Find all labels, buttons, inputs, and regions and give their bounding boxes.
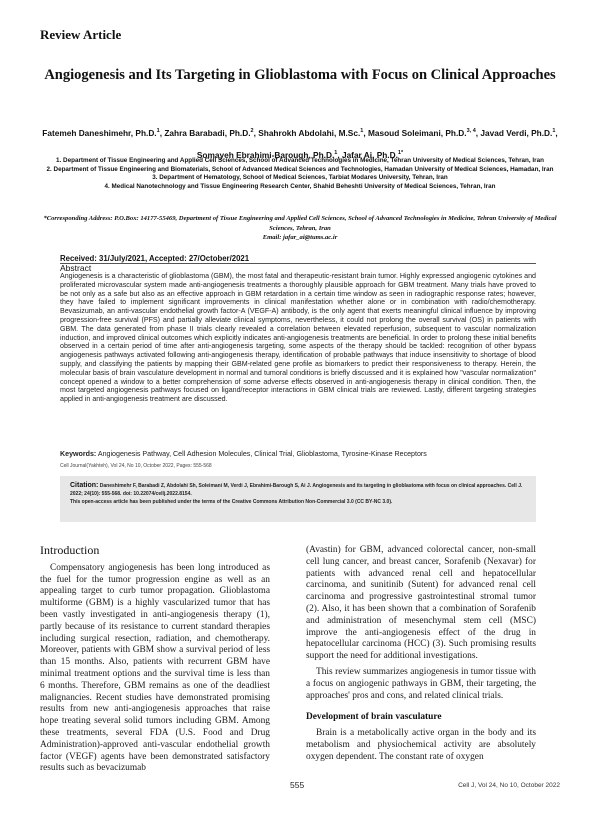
abstract-divider <box>60 263 536 264</box>
citation-label: Citation: <box>70 482 99 489</box>
keywords <box>60 450 536 459</box>
affiliation-2: 2. Department of Tissue Engineering and Biomaterials, School of Advanced Medical Sciences and Technologies, Hamadan University of Medical Sciences, Hamadan, Iran <box>46 165 554 173</box>
article-type-label: Review Article <box>40 27 122 42</box>
author-affiliation-mark: 2 <box>250 128 254 134</box>
author-affiliation-mark: 1 <box>360 128 364 134</box>
author-list: Fatemeh Daneshimehr, Ph.D.$^1$, Zahra Barabadi, Ph.D.$^2$, Shahrokh Abdolahi, M.Sc.$^1$, Masoud Soleimani, Ph.D.$^{3, 4}$, Javad Verdi, Ph.D.$^1$, Somayeh Ebrahimi-Barough, Ph.D.$^1$, Jafar Ai, Ph.D.$^{1*}$ <box>42 127 558 160</box>
keywords-text: Angiogenesis Pathway, Cell Adhesion Molecules, Clinical Trial, Glioblastoma, Tyrosine-Kinase Receptors <box>97 450 427 458</box>
correspondence <box>40 214 560 243</box>
author-name: Jafar Ai, Ph.D. <box>341 149 398 160</box>
abstract-heading: Abstract <box>60 263 92 273</box>
citation-box <box>60 476 536 522</box>
author-affiliation-mark: 1* <box>397 149 404 156</box>
intro-paragraph-1: Compensatory angiogenesis has been long introduced as the fuel for the tumor progression engine as well as an appealing target to curb tumor propagation. Glioblastoma multiforme (GBM) is a highly vascularized tumor that has been vastly investigated in anti-angiogenesis therapy (1), partly because of its resistance to current standard therapies including surgical resection, radiation, and chemotherapy. Moreover, patients with GBM show a survival period of less than 15 months. Also, patients with recurrent GBM have minimal treatment options and the survival time is less than 6 months. Therefore, GBM remains as one of the deadliest malignancies. Recent studies have demonstrated promising results from new anti-angiogenesis approaches that raise hope treating several solid tumors including GBM. Among these treatments, several FDA (U.S. Food and Drug Administration)-approved anti-vascular endothelial growth factor (VEGF) agents have been demonstrated satisfactory results such as bevacizumab <box>40 562 270 774</box>
journal-reference: Cell Journal(Yakhteh), Vol 24, No 10, October 2022, Pages: 555-568 <box>60 463 212 469</box>
intro-paragraph-continued: (Avastin) for GBM, advanced colorectal cancer, non-small cell lung cancer, and breast cancer, Sorafenib (Nexavar) for patients with advanced renal cell and hepatocellular carcinoma, and sunitinib (Sutent) for advanced renal cell carcinoma and progressive gastrointestinal stromal tumor (2). Also, it has been shown that a combination of Sorafenib and administration of mesenchymal stem cell (MSC) improve the anti-angiogenesis effect of the drug in hepatocellular carcinoma (HCC) (3). Such promising results support the need for additional investigations. <box>306 545 536 662</box>
abstract-text: Angiogenesis is a characteristic of glioblastoma (GBM), the most fatal and therapeutic-resistant brain tumor. Highly expressed angiogenic cytokines and proliferated microvascular system made anti-angiogenesis treatments a thoroughly plausible approach for GBM treatment. Many trials have proved to be not only as a safe but also as an effective approach in GBM retardation in a certain time window as seen in radiographic response rates; however, they have failed to implement significant improvements in clinical manifestation whether alone or in combination with radio/chemotherapy. Bevasizumab, an anti-vascular endothelial growth factor-A (VEGF-A) antibody, is the only agent that exerts meaningful clinical influence by improving progression-free survival (PFS) and partially alleviate clinical symptoms, nevertheless, it could not prolong the overall survival (OS) in patients with GBM. The data generated from phase II trials clearly revealed a correlation between elevated reperfusion, subsequent to vascular normalization induction, and improved clinical outcomes which explicitly indicates anti-angiogenesis treatments are beneficial. In order to prolong these initial benefits observed in a certain period of time after anti-angiogenesis targeting, some aspects of the therapy should be tackled: recognition of other bypass angiogenesis pathways activated following anti-angiogenesis therapy, identification of probable pathways that induce insensitivity to shortage of blood supply, and classifying the patients by mapping their GBM-related gene profile as biomarkers to predict their responsiveness to therapy. Herein, the molecular basis of brain vasculature development in normal and tumoral conditions is briefly discussed and it is explained how "vascular normalization" concept opened a window to a better comprehension of some adverse effects observed in anti-angiogenesis therapy in clinical condition. Then, the most targeted angiogenesis pathways focused on ligand/receptor interactions in GBM clinical trials are reviewed. Lastly, different targeting strategies applied in anti-angiogenesis treatment are discussed. <box>60 272 536 404</box>
received-accepted-dates: Received: 31/July/2021, Accepted: 27/October/2021 <box>60 254 250 263</box>
article-title: Angiogenesis and Its Targeting in Glioblastoma with Focus on Clinical Approaches <box>44 67 556 83</box>
author-name: Zahra Barabadi, Ph.D. <box>164 127 251 138</box>
intro-paragraph-2: This review summarizes angiogenesis in tumor tissue with a focus on angiogenic pathways in GBM, their targeting, the approaches' pros and cons, and related clinical trials. <box>306 666 536 701</box>
affiliation-4: 4. Medical Nanotechnology and Tissue Engineering Research Center, Shahid Beheshti University of Medical Sciences, Tehran, Iran <box>104 182 496 190</box>
correspondence-address: *Corresponding Address: P.O.Box: 14177-55469, Department of Tissue Engineering and Applied Cell Sciences, School of Advanced Technologies in Medicine, Tehran University of Medical Sciences, Tehran, Iran <box>43 215 557 232</box>
affiliation-1: 1. Department of Tissue Engineering and Applied Cell Sciences, School of Advanced Technologies in Medicine, Tehran University of Medical Sciences, Tehran, Iran <box>56 157 544 164</box>
brain-vasculature-paragraph: Brain is a metabolically active organ in the body and its metabolism and physiochemical activity are absolutely oxygen dependent. The constant rate of oxygen <box>306 728 536 762</box>
author-affiliation-mark: 3, 4 <box>466 128 476 134</box>
author-name: Fatemeh Daneshimehr, Ph.D. <box>42 127 157 138</box>
keywords-label: Keywords: <box>60 450 97 458</box>
right-column <box>306 545 536 764</box>
page-number: 555 <box>290 780 305 790</box>
left-column <box>40 545 270 775</box>
affiliation-list <box>40 157 560 191</box>
affiliation-3: 3. Department of Hematology, School of Medical Sciences, Tarbiat Modares University, Tehran, Iran <box>152 174 448 181</box>
author-affiliation-mark: 1 <box>334 149 338 156</box>
author-affiliation-mark: 1 <box>156 128 160 134</box>
author-affiliation-mark: 1 <box>552 128 556 134</box>
author-name: Shahrokh Abdolahi, M.Sc. <box>258 127 361 138</box>
citation-text: Daneshimehr F, Barabadi Z, Abdolahi Sh, Soleimani M, Verdi J, Ebrahimi-Barough S, Ai J. Angiogenesis and its targeting in glioblastoma with focus on clinical approaches. Cell J. 2022; 24(10): 555-568. doi: 10.22074/cellj.2022.8154. <box>70 483 523 497</box>
author-name: Masoud Soleimani, Ph.D. <box>367 127 467 138</box>
license-text: This open-access article has been published under the terms of the Creative Commons Attribution Non-Commercial 3.0 (CC BY-NC 3.0). <box>70 499 393 505</box>
brain-vasculature-heading: Development of brain vasculature <box>306 712 442 723</box>
footer-journal: Cell J, Vol 24, No 10, October 2022 <box>458 782 560 789</box>
author-name: Javad Verdi, Ph.D. <box>480 127 553 138</box>
author-name: Somayeh Ebrahimi-Barough, Ph.D. <box>196 149 335 160</box>
introduction-heading: Introduction <box>40 543 100 557</box>
correspondence-email: Email: jafar_ai@tums.ac.ir <box>262 234 338 241</box>
